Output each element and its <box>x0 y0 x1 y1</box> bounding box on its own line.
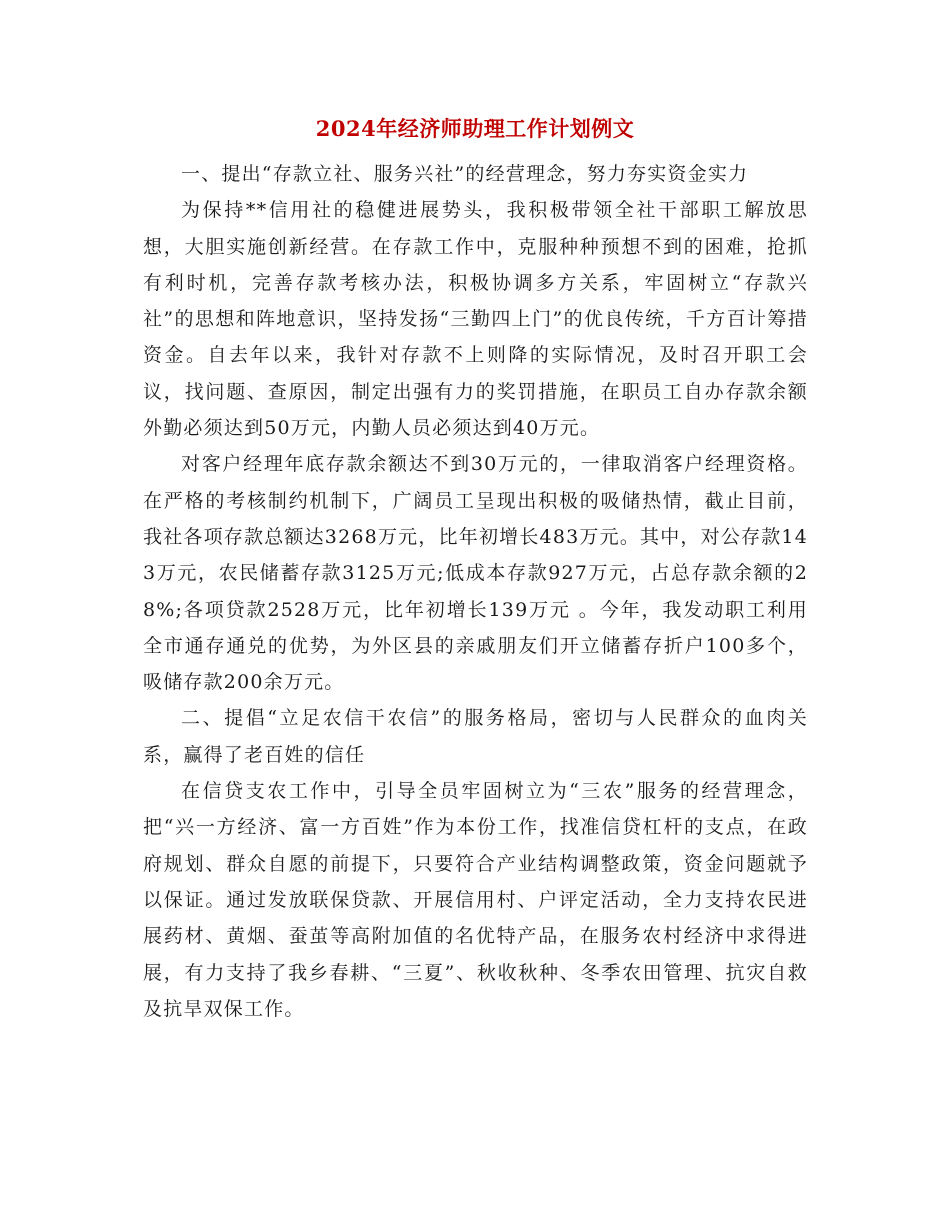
document-title: 2024年经济师助理工作计划例文 <box>315 116 635 141</box>
body-paragraph-2: 对客户经理年底存款余额达不到30万元的，一律取消客户经理资格。在严格的考核制约机制下，广阔员工呈现出积极的吸储热情，截止目前，我社各项存款总额达3268万元，比年初增长483万元。其中，对公存款143万元，农民储蓄存款3125万元;低成本存款927万元，占总存款余额的28%;各项贷款2528万元，比年初增长139万元 。今年，我发动职工利用全市通存通兑的优势，为外区县的亲戚朋友们开立储蓄存折户100多个，吸储存款200余万元。 <box>143 453 808 694</box>
body-paragraph-1: 为保持**信用社的稳健进展势头，我积极带领全社干部职工解放思想，大胆实施创新经营。在存款工作中，克服种种预想不到的困难，抢抓有利时机，完善存款考核办法，积极协调多方关系，牢固树立“存款兴社”的思想和阵地意识，坚持发扬“三勤四上门”的优良传统，千方百计筹措资金。自去年以来，我针对存款不上则降的实际情况，及时召开职工会议，找问题、查原因，制定出强有力的奖罚措施，在职员工自办存款余额外勤必须达到50万元，内勤人员必须达到40万元。 <box>143 199 808 440</box>
body-paragraph-3: 在信贷支农工作中，引导全员牢固树立为“三农”服务的经营理念，把“兴一方经济、富一方百姓”作为本份工作，找准信贷杠杆的支点，在政府规划、群众自愿的前提下，只要符合产业结构调整政策，资金问题就予以保证。通过发放联保贷款、开展信用村、户评定活动，全力支持农民进展药材、黄烟、蚕茧等高附加值的名优特产品，在服务农村经济中求得进展，有力支持了我乡春耕、“三夏”、秋收秋种、冬季农田管理、抗灾自救及抗旱双保工作。 <box>143 780 808 1020</box>
section-heading-1: 一、提出“存款立社、服务兴社”的经营理念，努力夯实资金实力 <box>181 163 749 185</box>
document-body <box>143 156 808 1027</box>
section-heading-2: 二、提倡“立足农信干农信”的服务格局，密切与人民群众的血肉关系，赢得了老百姓的信任 <box>143 707 808 766</box>
